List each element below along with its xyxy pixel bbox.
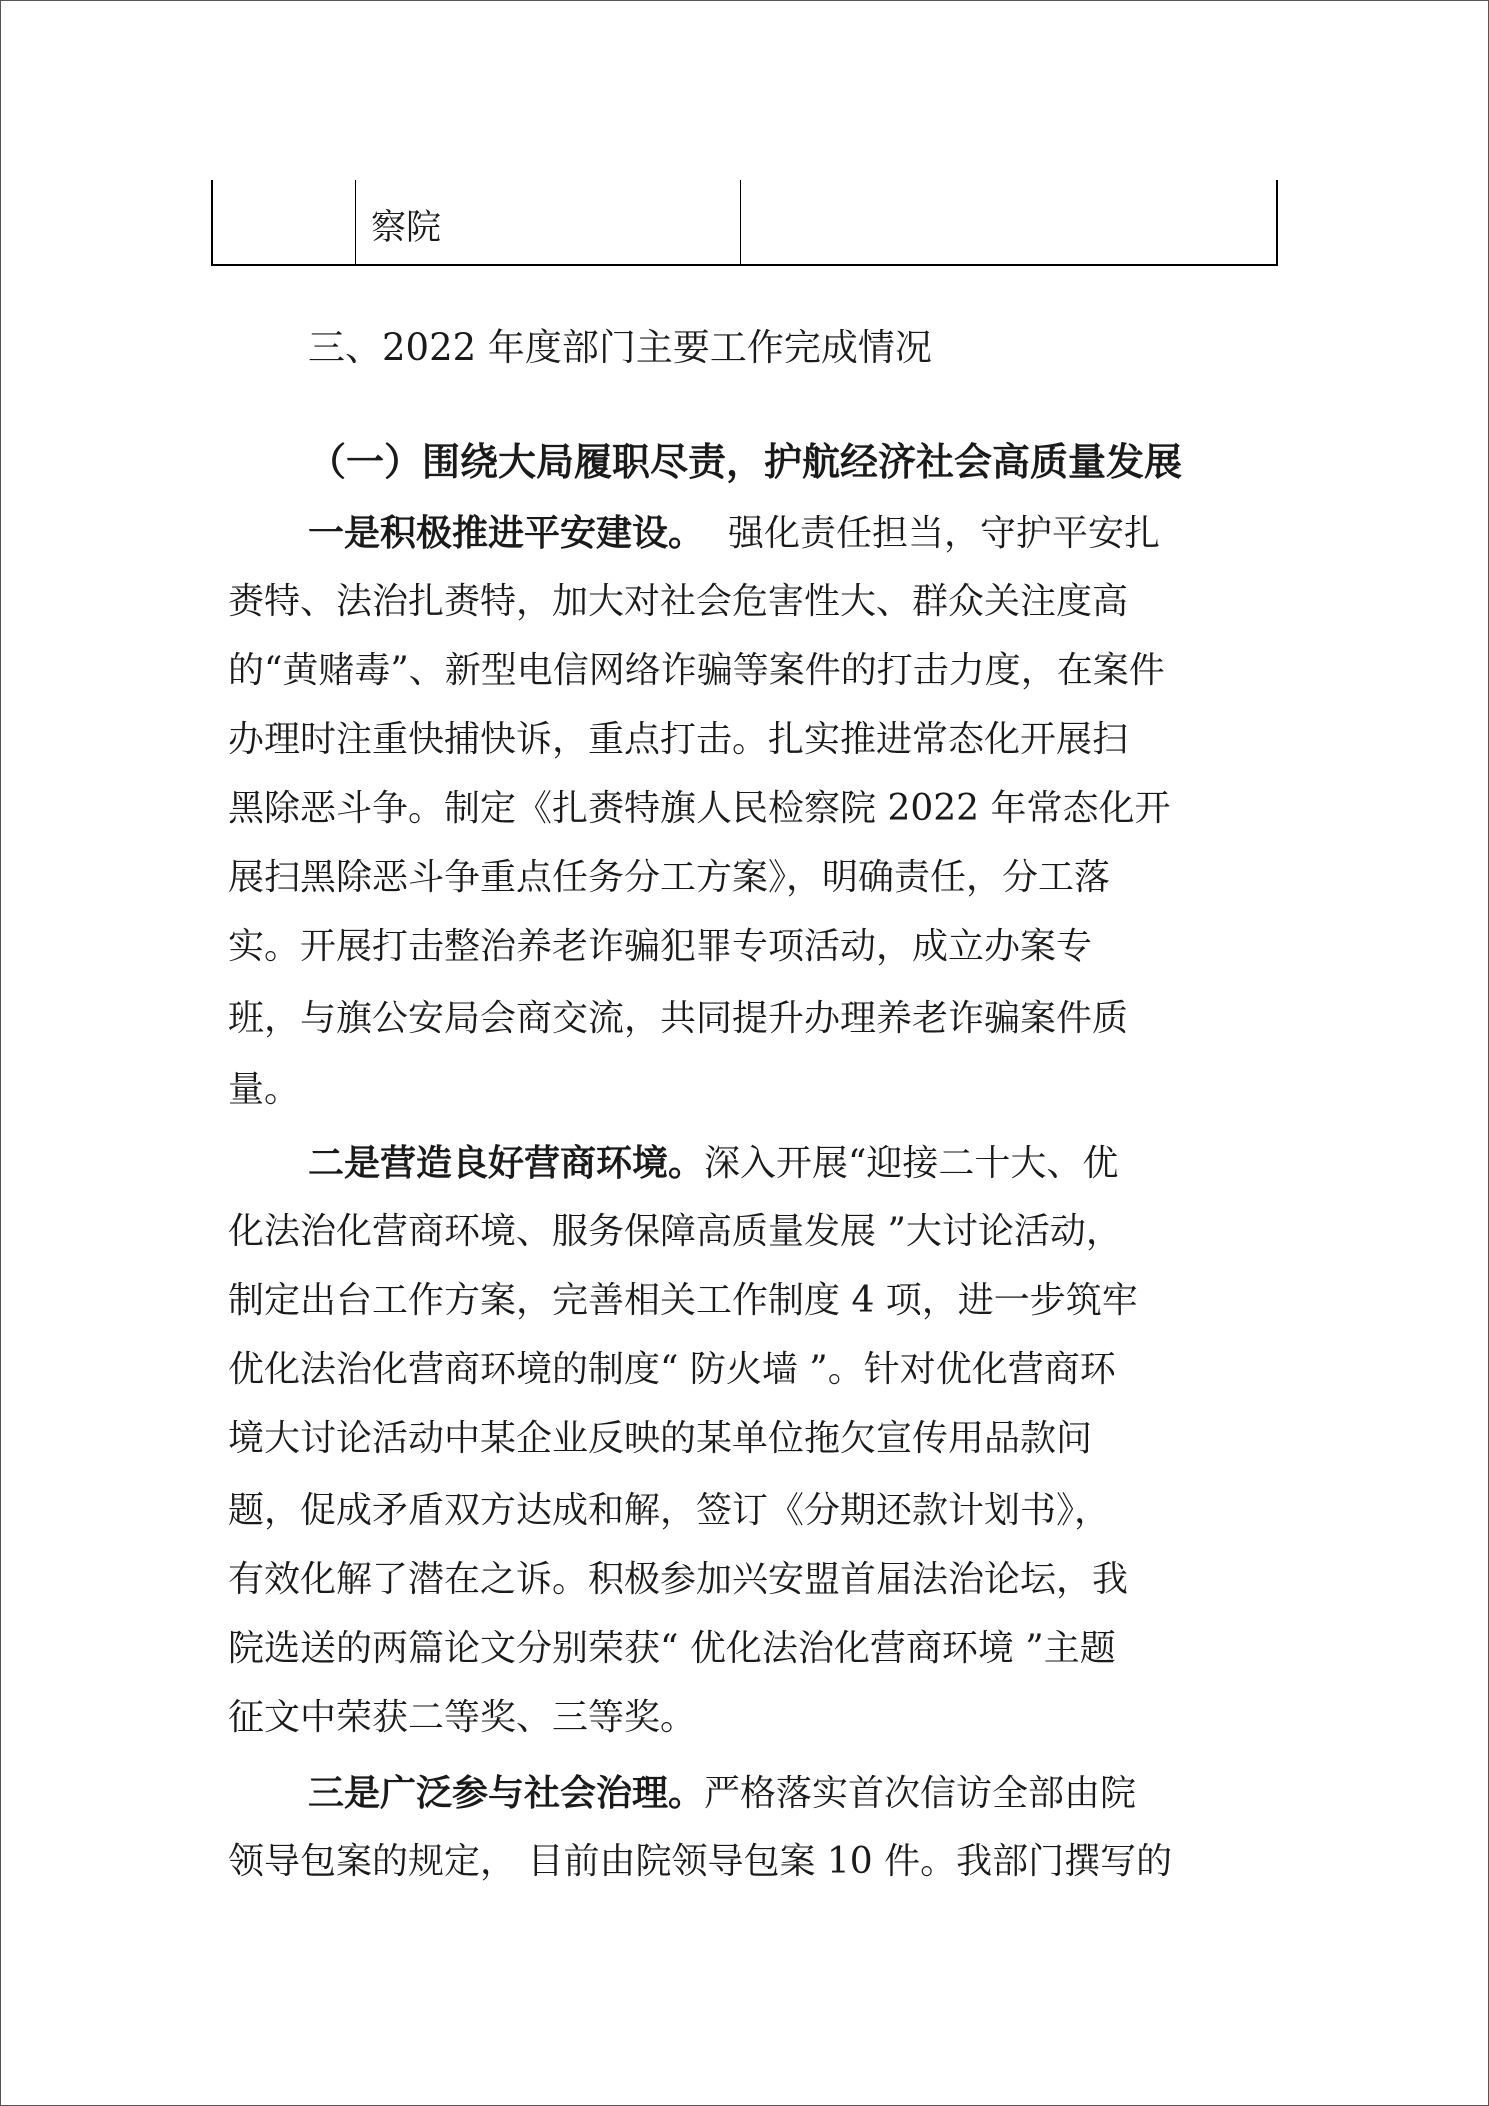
paragraph-2-line: 征文中荣获二等奖、三等奖。 bbox=[228, 1697, 697, 1738]
paragraph-2-lead: 二是营造良好营商环境。 bbox=[308, 1142, 705, 1184]
paragraph-3-line-1 bbox=[308, 1771, 1136, 1816]
paragraph-1-line: 展扫黑除恶斗争重点任务分工方案》，明确责任，分工落 bbox=[228, 857, 1111, 898]
paragraph-2-line: 制定出台工作方案，完善相关工作制度 4 项，进一步筑牢 bbox=[228, 1280, 1138, 1321]
paragraph-2-line: 化法治化营商环境、服务保障高质量发展 ”大讨论活动， bbox=[228, 1211, 1122, 1252]
paragraph-1-lead: 一是积极推进平安建设。 bbox=[308, 512, 705, 554]
subsection-heading: （一）围绕大局履职尽责，护航经济社会高质量发展 bbox=[308, 439, 1183, 484]
paragraph-1-line: 班，与旗公安局会商交流，共同提升办理养老诈骗案件质 bbox=[228, 998, 1129, 1039]
paragraph-1-line-1 bbox=[308, 511, 1160, 556]
table-fragment bbox=[211, 180, 1278, 266]
paragraph-3-lead: 三是广泛参与社会治理。 bbox=[308, 1772, 705, 1814]
paragraph-2-line: 题，促成矛盾双方达成和解，签订《分期还款计划书》， bbox=[228, 1490, 1111, 1531]
paragraph-3-text: 严格落实首次信访全部由院 bbox=[704, 1773, 1137, 1814]
paragraph-1-line: 黑除恶斗争。制定《扎赉特旗人民检察院 2022 年常态化开 bbox=[228, 788, 1171, 829]
table-column-divider bbox=[355, 180, 356, 264]
table-column-divider bbox=[740, 180, 741, 264]
paragraph-3-line: 领导包案的规定， 目前由院领导包案 10 件。我部门撰写的 bbox=[228, 1841, 1173, 1882]
paragraph-2-line: 优化法治化营商环境的制度“ 防火墙 ”。针对优化营商环 bbox=[228, 1349, 1116, 1390]
paragraph-1-text: 强化责任担当，守护平安扎 bbox=[728, 513, 1161, 554]
table-cell-text: 察院 bbox=[371, 208, 442, 248]
paragraph-1-line: 赉特、法治扎赉特，加大对社会危害性大、群众关注度高 bbox=[228, 581, 1129, 622]
paragraph-2-text: 深入开展“迎接二十大、优 bbox=[704, 1143, 1119, 1184]
paragraph-1-line: 的“黄赌毒”、新型电信网络诈骗等案件的打击力度，在案件 bbox=[228, 650, 1165, 691]
paragraph-2-line-1 bbox=[308, 1141, 1118, 1186]
paragraph-2-line: 有效化解了潜在之诉。积极参加兴安盟首届法治论坛，我 bbox=[228, 1559, 1129, 1600]
paragraph-1-line: 量。 bbox=[228, 1069, 301, 1110]
paragraph-2-line: 院选送的两篇论文分别荣获“ 优化法治化营商环境 ”主题 bbox=[228, 1628, 1116, 1669]
paragraph-2-line: 境大讨论活动中某企业反映的某单位拖欠宣传用品款问 bbox=[228, 1418, 1093, 1459]
section-heading: 三、2022 年度部门主要工作完成情况 bbox=[308, 326, 932, 369]
paragraph-1-line: 办理时注重快捕快诉，重点打击。扎实推进常态化开展扫 bbox=[228, 719, 1129, 760]
paragraph-1-line: 实。开展打击整治养老诈骗犯罪专项活动，成立办案专 bbox=[228, 926, 1093, 967]
